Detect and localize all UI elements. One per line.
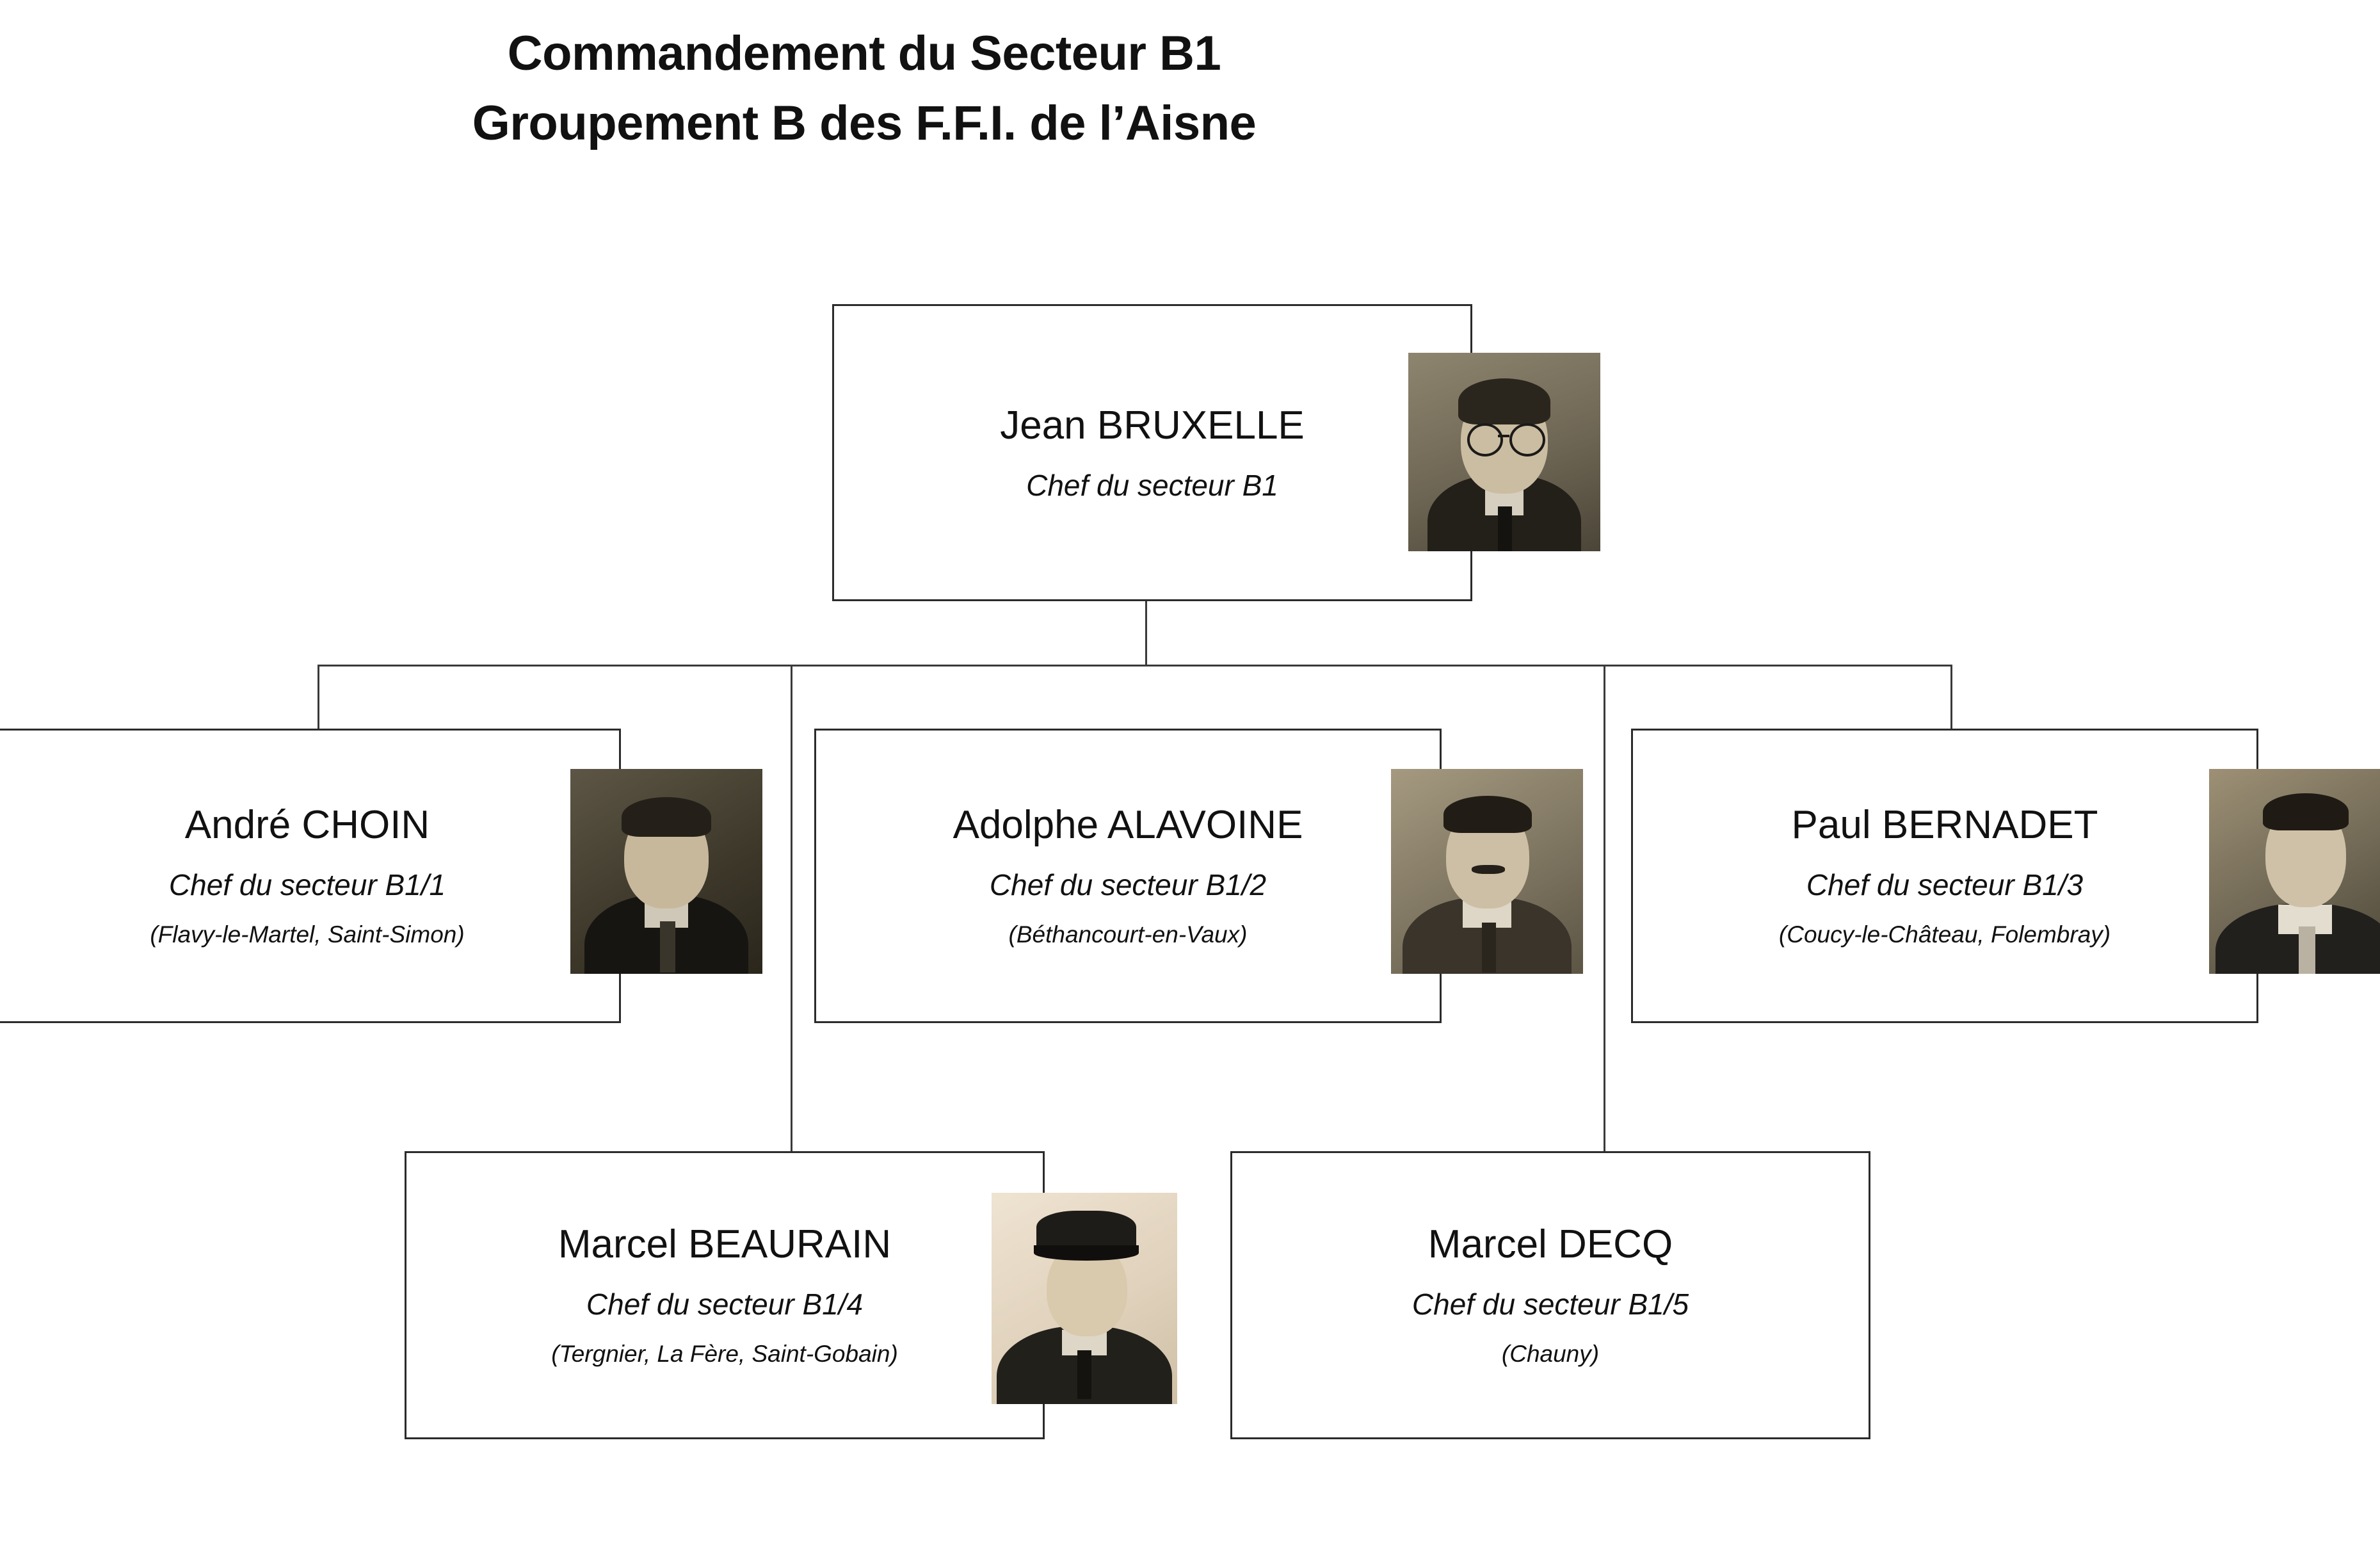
node-body [834, 306, 1470, 599]
chart-title-block [0, 26, 1728, 152]
portrait-andre-choin [570, 769, 762, 974]
node-name: Marcel BEAURAIN [558, 1222, 892, 1267]
node-paul-bernadet[interactable] [1631, 729, 2258, 1023]
portrait-marcel-beaurain [992, 1193, 1177, 1404]
connector-drop-b13 [1950, 665, 1952, 729]
node-role: Chef du secteur B1 [1026, 468, 1278, 502]
portrait-jean-bruxelle [1408, 353, 1600, 551]
node-jean-bruxelle[interactable] [832, 304, 1472, 601]
node-adolphe-alavoine[interactable] [814, 729, 1442, 1023]
node-marcel-decq[interactable] [1230, 1151, 1870, 1439]
node-places: (Chauny) [1501, 1341, 1600, 1368]
node-body [406, 1153, 1043, 1437]
node-body [0, 731, 619, 1021]
connector-root-stem [1145, 599, 1147, 666]
node-role: Chef du secteur B1/4 [586, 1288, 864, 1321]
node-places: (Béthancourt-en-Vaux) [1008, 921, 1248, 948]
chart-title-line-1: Commandement du Secteur B1 [507, 26, 1221, 81]
node-role: Chef du secteur B1/3 [1806, 868, 2084, 902]
node-places: (Tergnier, La Fère, Saint-Gobain) [551, 1341, 898, 1368]
node-body [1633, 731, 2256, 1021]
node-marcel-beaurain[interactable] [405, 1151, 1045, 1439]
node-role: Chef du secteur B1/5 [1411, 1288, 1689, 1321]
node-body [1232, 1153, 1869, 1437]
node-name: Marcel DECQ [1427, 1222, 1673, 1267]
portrait-adolphe-alavoine [1391, 769, 1583, 974]
node-andre-choin[interactable] [0, 729, 621, 1023]
node-places: (Flavy-le-Martel, Saint-Simon) [150, 921, 465, 948]
chart-title-line-2: Groupement B des F.F.I. de l’Aisne [472, 96, 1257, 151]
eyeglasses-shape [1467, 423, 1503, 456]
node-name: Paul BERNADET [1791, 803, 2098, 848]
node-body [816, 731, 1440, 1021]
connector-drop-b11 [318, 665, 319, 729]
node-role: Chef du secteur B1/2 [989, 868, 1267, 902]
portrait-paul-bernadet [2209, 769, 2380, 974]
node-places: (Coucy-le-Château, Folembray) [1778, 921, 2111, 948]
node-name: Adolphe ALAVOINE [953, 803, 1303, 848]
connector-drop-b14 [791, 665, 792, 1151]
moustache-shape [1472, 865, 1505, 874]
node-name: Jean BRUXELLE [1000, 403, 1305, 448]
connector-horizontal-bus [318, 665, 1952, 666]
node-role: Chef du secteur B1/1 [168, 868, 446, 902]
node-name: André CHOIN [184, 803, 430, 848]
connector-drop-b15 [1604, 665, 1605, 1151]
